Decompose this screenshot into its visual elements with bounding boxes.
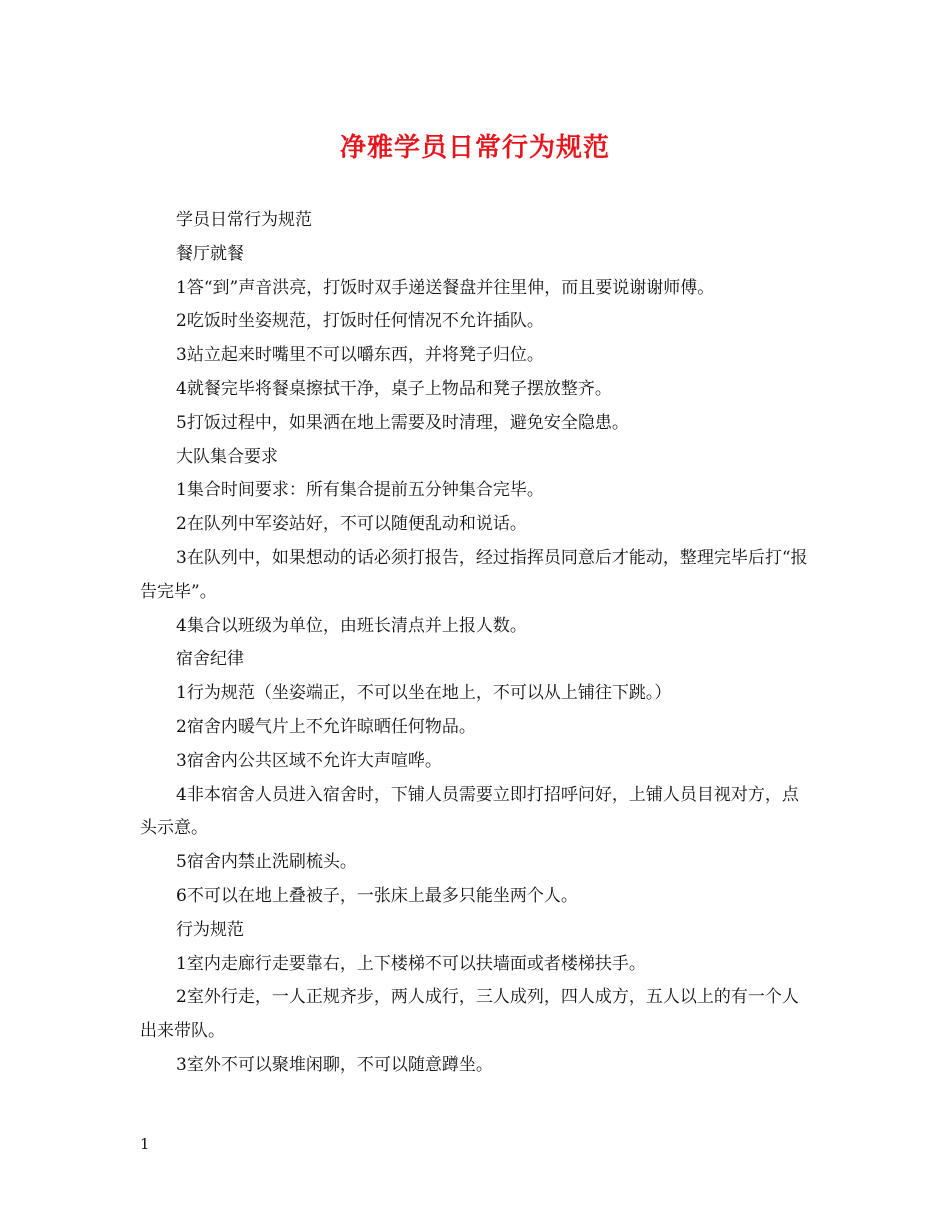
document-title: 净雅学员日常行为规范 (339, 133, 610, 163)
paragraph: 4非本宿舍人员进入宿舍时，下铺人员需要立即打招呼问好，上铺人员目视对方，点头示意。 (140, 784, 799, 839)
paragraph: 1室内走廊行走要靠右，上下楼梯不可以扶墙面或者楼梯扶手。 (176, 953, 646, 974)
paragraph: 3站立起来时嘴里不可以嚼东西，并将凳子归位。 (176, 345, 544, 366)
paragraph: 学员日常行为规范 (176, 210, 312, 230)
paragraph: 2在队列中军姿站好，不可以随便乱动和说话。 (176, 514, 527, 535)
paragraph: 3宿舍内公共区域不允许大声喧哗。 (176, 750, 442, 771)
paragraph: 1答“到”声音洪亮，打饭时双手递送餐盘并往里伸，而且要说谢谢师傅。 (176, 277, 715, 298)
paragraph: 5打饭过程中，如果洒在地上需要及时清理，避免安全隐患。 (176, 412, 629, 433)
paragraph: 4集合以班级为单位，由班长清点并上报人数。 (176, 615, 527, 636)
paragraph: 2宿舍内暖气片上不允许晾晒任何物品。 (176, 716, 476, 737)
paragraph: 2室外行走，一人正规齐步，两人成行，三人成列，四人成方，五人以上的有一个人出来带队。 (140, 987, 799, 1042)
paragraph: 3室外不可以聚堆闲聊，不可以随意蹲坐。 (176, 1054, 493, 1075)
page-number: 1 (140, 1135, 150, 1153)
paragraph: 大队集合要求 (176, 446, 278, 467)
paragraph: 4就餐完毕将餐桌擦拭干净，桌子上物品和凳子摆放整齐。 (176, 378, 612, 399)
paragraph: 行为规范 (176, 919, 244, 940)
paragraph: 6不可以在地上叠被子，一张床上最多只能坐两个人。 (176, 885, 578, 906)
paragraph: 5宿舍内禁止洗刷梳头。 (176, 852, 357, 873)
paragraph: 2吃饭时坐姿规范，打饭时任何情况不允许插队。 (176, 311, 544, 332)
document-body (140, 204, 812, 1083)
paragraph: 餐厅就餐 (176, 243, 244, 264)
paragraph: 1行为规范（坐姿端正，不可以坐在地上，不可以从上铺往下跳。） (176, 683, 672, 704)
paragraph: 1集合时间要求：所有集合提前五分钟集合完毕。 (176, 480, 544, 501)
paragraph: 宿舍纪律 (176, 649, 244, 670)
paragraph: 3在队列中，如果想动的话必须打报告，经过指挥员同意后才能动，整理完毕后打“报告完毕”。 (140, 547, 808, 602)
